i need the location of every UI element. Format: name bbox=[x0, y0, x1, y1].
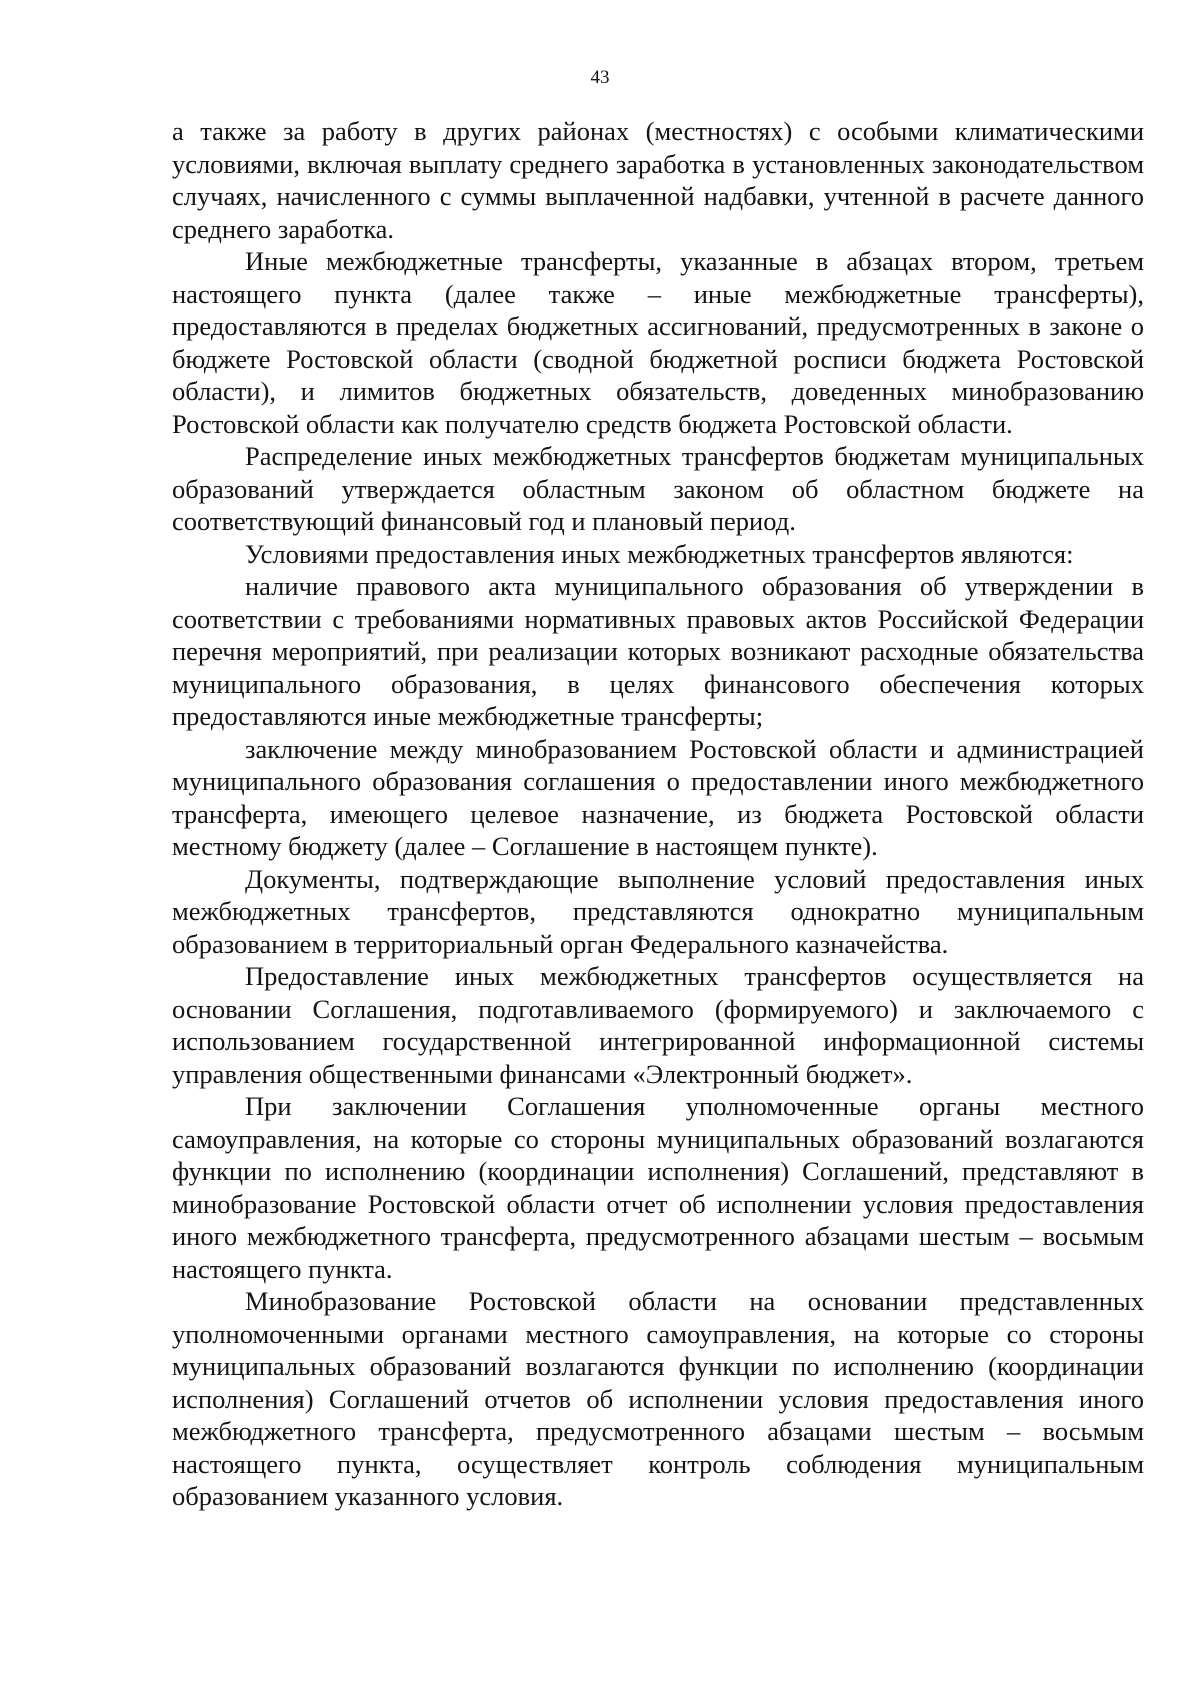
paragraph-distribution: Распределение иных межбюджетных трансфертов бюджетам муниципальных образований утверждается областным законом об областном бюджете на соответствующий финансовый год и плановый период. bbox=[172, 441, 1144, 536]
paragraph-conditions-heading: Условиями предоставления иных межбюджетных трансфертов являются: bbox=[245, 538, 1074, 569]
paragraph-documents: Документы, подтверждающие выполнение условий предоставления иных межбюджетных трансфертов, представляются однократно муниципальным образованием в территориальный орган Федерального казначейства. bbox=[172, 863, 1144, 959]
paragraph-condition-legal-act: наличие правового акта муниципального образования об утверждении в соответствии с требованиями нормативных правовых актов Российской Федерации перечня мероприятий, при реализации которых возникают расходные обязательства муниципального образования, в целях финансового обеспечения которых предоставляются иные межбюджетные трансферты; bbox=[172, 571, 1144, 731]
page-number: 43 bbox=[590, 67, 610, 88]
document-body bbox=[172, 115, 1144, 1513]
paragraph-report-submission: При заключении Соглашения уполномоченные органы местного самоуправления, на которые со стороны муниципальных образований возлагаются функции по исполнению (координации исполнения) Соглашений, представляют в минобразование Ростовской области отчет об исполнении условия предоставления иного межбюджетного трансферта, предусмотренного абзацами шестым – восьмым настоящего пункта. bbox=[172, 1091, 1144, 1284]
paragraph-other-transfers: Иные межбюджетные трансферты, указанные в абзацах втором, третьем настоящего пункта (далее также – иные межбюджетные трансферты), предоставляются в пределах бюджетных ассигнований, предусмотренных в законе о бюджете Ростовской области (сводной бюджетной росписи бюджета Ростовской области), и лимитов бюджетных обязательств, доведенных минобразованию Ростовской области как получателю средств бюджета Ростовской области. bbox=[172, 246, 1144, 439]
paragraph-control: Минобразование Ростовской области на основании представленных уполномоченными органами местного самоуправления, на которые со стороны муниципальных образований возлагаются функции по исполнению (координации исполнения) Соглашений отчетов об исполнении условия предоставления иного межбюджетного трансферта, предусмотренного абзацами шестым – восьмым настоящего пункта, осуществляет контроль соблюдения муниципальным образованием указанного условия. bbox=[172, 1286, 1144, 1511]
paragraph-condition-agreement: заключение между минобразованием Ростовской области и администрацией муниципального образования соглашения о предоставлении иного межбюджетного трансферта, имеющего целевое назначение, из бюджета Ростовской области местному бюджету (далее – Соглашение в настоящем пункте). bbox=[172, 733, 1144, 861]
paragraph-provision-basis: Предоставление иных межбюджетных трансфертов осуществляется на основании Соглашения, подготавливаемого (формируемого) и заключаемого с использованием государственной интегрированной информационной системы управления общественными финансами «Электронный бюджет». bbox=[172, 961, 1144, 1089]
paragraph-continuation: а также за работу в других районах (местностях) с особыми климатическими условиями, включая выплату среднего заработка в установленных законодательством случаях, начисленного с суммы выплаченной надбавки, учтенной в расчете данного среднего заработка. bbox=[172, 116, 1144, 244]
